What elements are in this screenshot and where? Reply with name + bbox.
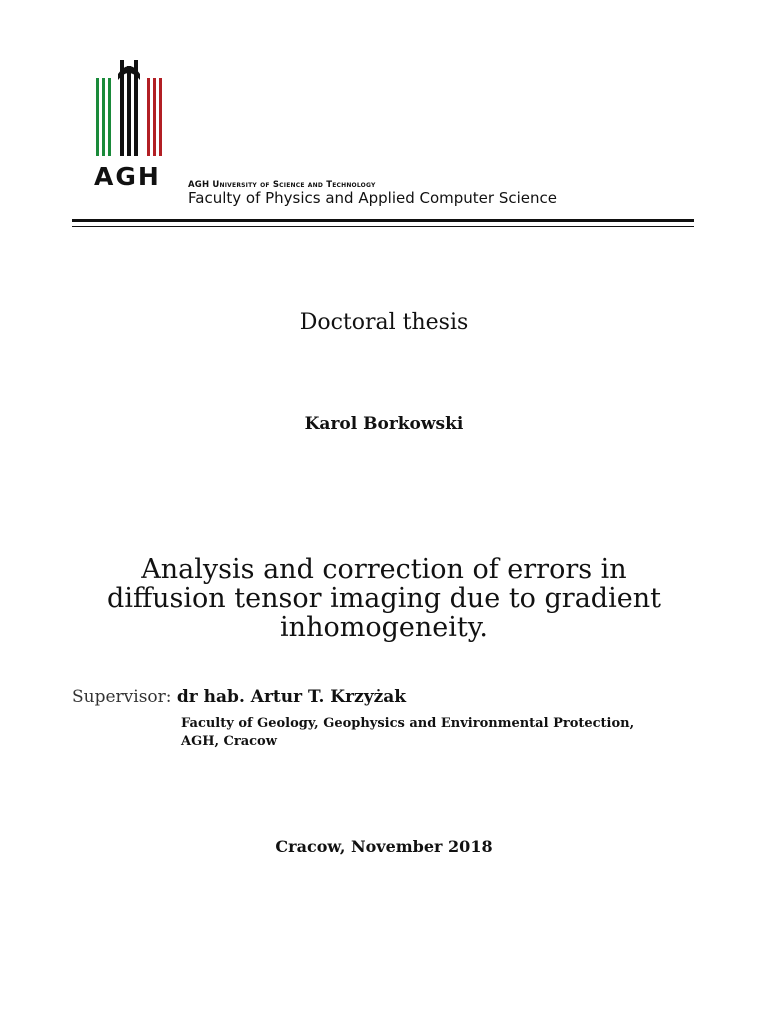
- header-rule-thick: [72, 219, 694, 222]
- title-line: diffusion tensor imaging due to gradient: [107, 583, 661, 614]
- title-line: inhomogeneity.: [280, 612, 488, 643]
- affiliation-line: Faculty of Geology, Geophysics and Environmental Protection,: [181, 716, 635, 731]
- title-line: Analysis and correction of errors in: [141, 554, 627, 585]
- supervisor-affiliation: [181, 715, 634, 751]
- agh-logo-emblem-icon: [94, 56, 168, 158]
- agh-logo-text: AGH: [94, 162, 161, 191]
- author-name: Karol Borkowski: [304, 414, 464, 434]
- faculty-name: Faculty of Physics and Applied Computer Science: [188, 189, 557, 207]
- supervisor-row: [72, 689, 406, 706]
- header-rule-thin: [72, 226, 694, 227]
- thesis-title: [0, 555, 768, 642]
- place-and-date: Cracow, November 2018: [275, 837, 493, 856]
- document-type: Doctoral thesis: [299, 310, 469, 335]
- university-name: AGH University of Science and Technology: [188, 180, 376, 190]
- affiliation-line: AGH, Cracow: [181, 734, 277, 749]
- supervisor-label: Supervisor:: [72, 687, 177, 707]
- supervisor-name: dr hab. Artur T. Krzyżak: [176, 687, 407, 707]
